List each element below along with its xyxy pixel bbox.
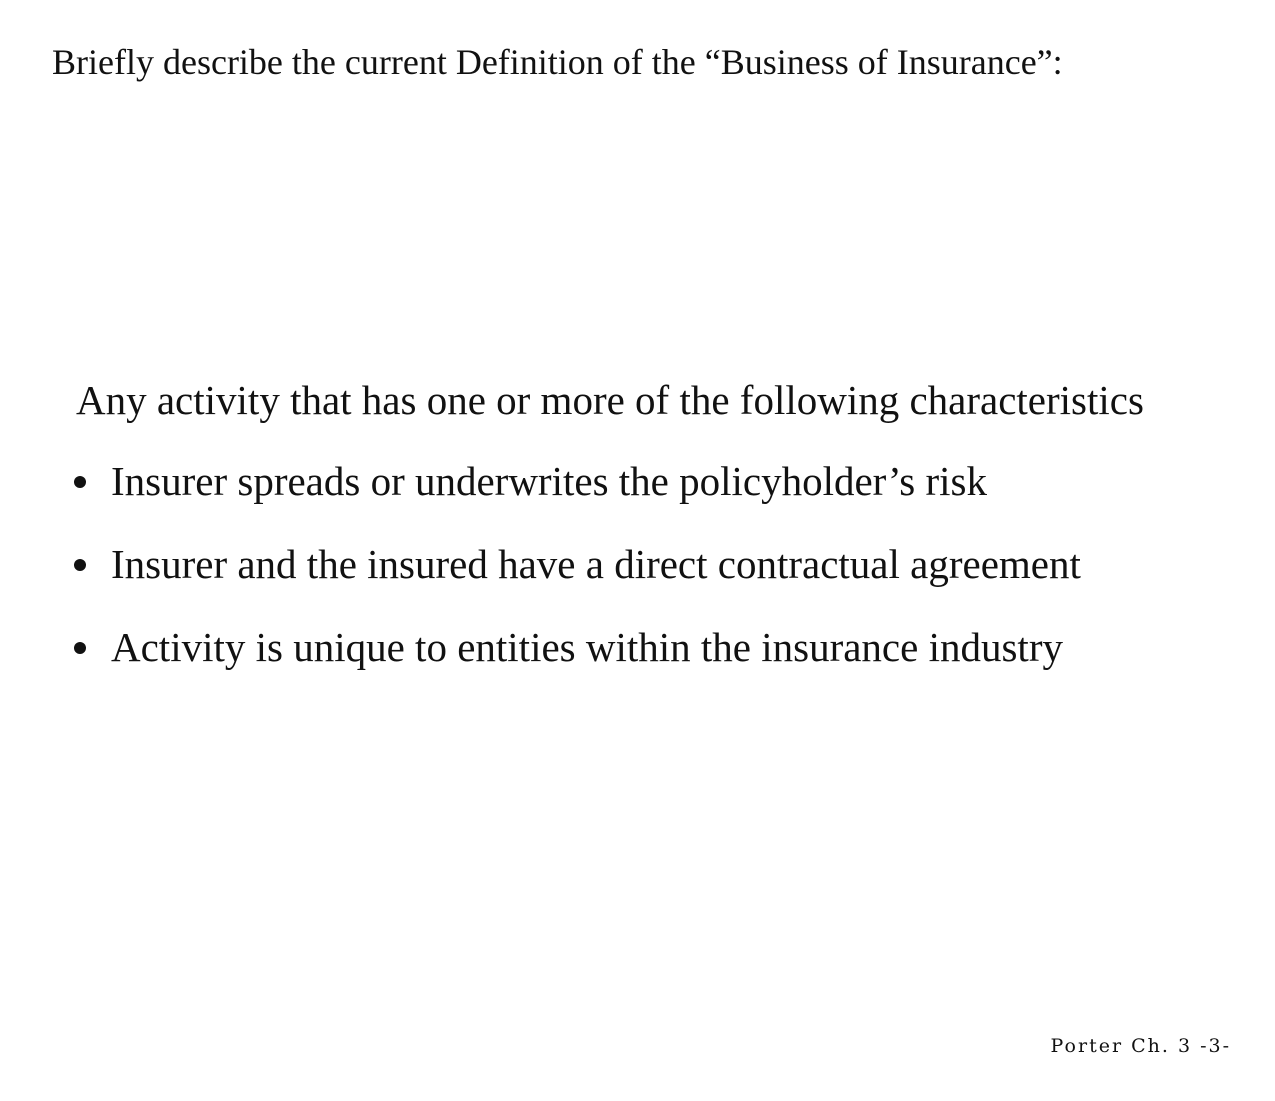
- bullet-icon: [74, 476, 86, 488]
- answer-intro: Any activity that has one or more of the following characteristics: [76, 377, 1144, 423]
- page-footer: Porter Ch. 3 -3-: [1050, 1035, 1231, 1057]
- characteristics-list: [76, 457, 1198, 671]
- answer-block: [76, 376, 1198, 706]
- list-item: [76, 623, 1198, 671]
- bullet-icon: [74, 559, 86, 571]
- list-item: [76, 540, 1198, 588]
- list-item-text: Activity is unique to entities within the insurance industry: [111, 624, 1063, 670]
- bullet-icon: [74, 642, 86, 654]
- question-heading: Briefly describe the current Definition of the “Business of Insurance”:: [52, 42, 1063, 82]
- list-item: [76, 457, 1198, 505]
- list-item-text: Insurer and the insured have a direct contractual agreement: [111, 541, 1081, 587]
- list-item-text: Insurer spreads or underwrites the policyholder’s risk: [111, 458, 987, 504]
